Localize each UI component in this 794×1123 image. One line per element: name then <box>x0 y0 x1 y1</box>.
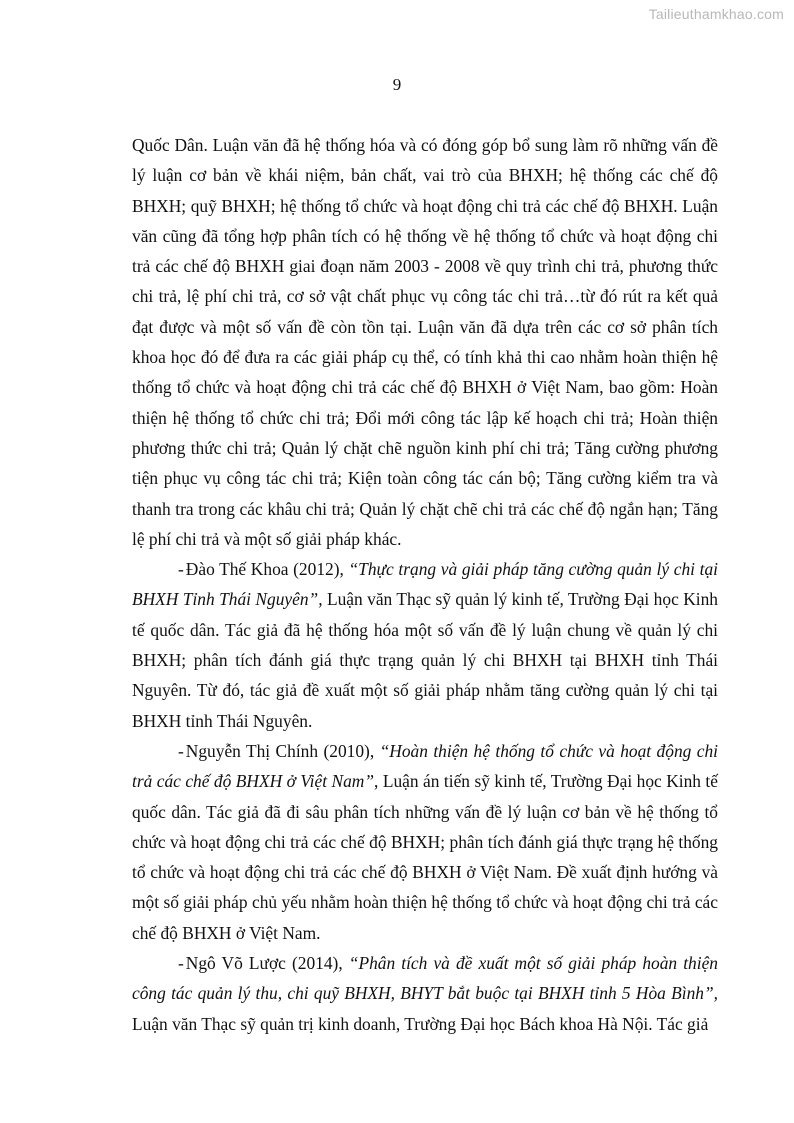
reference-title: “Phân tích và đề xuất một số giải pháp hoàn thiện công tác quản lý thu, chi quỹ BHXH, BHYT bắt buộc tại BHXH tỉnh 5 Hòa Bình”, <box>132 953 718 1004</box>
reference-title: “Thực trạng và giải pháp tăng cường quản lý chi tại BHXH Tỉnh Thái Nguyên”, <box>132 559 719 610</box>
reference-author: Đào Thế Khoa (2012), <box>185 559 349 580</box>
reference-description: Luận văn Thạc sỹ quản trị kinh doanh, Trường Đại học Bách khoa Hà Nội. Tác giả <box>132 1013 709 1034</box>
reference-paragraph <box>132 554 718 736</box>
reference-paragraph <box>132 736 718 948</box>
reference-author: Nguyễn Thị Chính (2010), <box>185 740 380 761</box>
page-number: 9 <box>392 75 402 94</box>
document-body <box>132 130 718 1039</box>
reference-description: , Luận án tiến sỹ kinh tế, Trường Đại học Kinh tế quốc dân. Tác giả đã đi sâu phân tích những vấn đề lý luận cơ bản về hệ thống tổ chức và hoạt động chi trả các chế độ BHXH; phân tích đánh giá thực trạng hệ thống tổ chức và hoạt động chi trả các chế độ BHXH ở Việt Nam. Đề xuất định hướng và một số giải pháp chủ yếu nhằm hoàn thiện hệ thống tổ chức và hoạt động chi trả các chế độ BHXH ở Việt Nam. <box>132 771 718 943</box>
list-dash: - <box>178 953 184 974</box>
intro-paragraph: Quốc Dân. Luận văn đã hệ thống hóa và có đóng góp bổ sung làm rõ những vấn đề lý luận cơ bản về khái niệm, bản chất, vai trò của BHXH; hệ thống các chế độ BHXH; quỹ BHXH; hệ thống tổ chức và hoạt động chi trả các chế độ BHXH. Luận văn cũng đã tổng hợp phân tích có hệ thống về hệ thống tổ chức và hoạt động chi trả các chế độ BHXH giai đoạn năm 2003 - 2008 về quy trình chi trả, phương thức chi trả, lệ phí chi trả, cơ sở vật chất phục vụ công tác chi trả…từ đó rút ra kết quả đạt được và một số vấn đề còn tồn tại. Luận văn đã dựa trên các cơ sở phân tích khoa học đó để đưa ra các giải pháp cụ thể, có tính khả thi cao nhằm hoàn thiện hệ thống tổ chức và hoạt động chi trả các chế độ BHXH ở Việt Nam, bao gồm: Hoàn thiện hệ thống tổ chức chi trả; Đổi mới công tác lập kế hoạch chi trả; Hoàn thiện phương thức chi trả; Quản lý chặt chẽ nguồn kinh phí chi trả; Tăng cường phương tiện phục vụ công tác chi trả; Kiện toàn công tác cán bộ; Tăng cường kiểm tra và thanh tra trong các khâu chi trả; Quản lý chặt chẽ chi trả các chế độ ngắn hạn; Tăng lệ phí chi trả và một số giải pháp khác. <box>132 135 718 549</box>
reference-paragraph <box>132 948 718 1039</box>
list-dash: - <box>178 559 184 580</box>
reference-author: Ngô Võ Lược (2014), <box>185 953 349 974</box>
reference-title: “Hoàn thiện hệ thống tổ chức và hoạt động chi trả các chế độ BHXH ở Việt Nam” <box>132 740 719 792</box>
watermark-text: Tailieuthamkhao.com <box>648 6 784 22</box>
reference-description: Luận văn Thạc sỹ quản lý kinh tế, Trường Đại học Kinh tế quốc dân. Tác giả đã hệ thống hóa một số vấn đề lý luận chung về quản lý chi BHXH; phân tích đánh giá thực trạng quản lý chi BHXH tại BHXH tỉnh Thái Nguyên. Từ đó, tác giả đề xuất một số giải pháp nhằm tăng cường quản lý chi tại BHXH tỉnh Thái Nguyên. <box>132 589 718 731</box>
list-dash: - <box>178 740 184 761</box>
